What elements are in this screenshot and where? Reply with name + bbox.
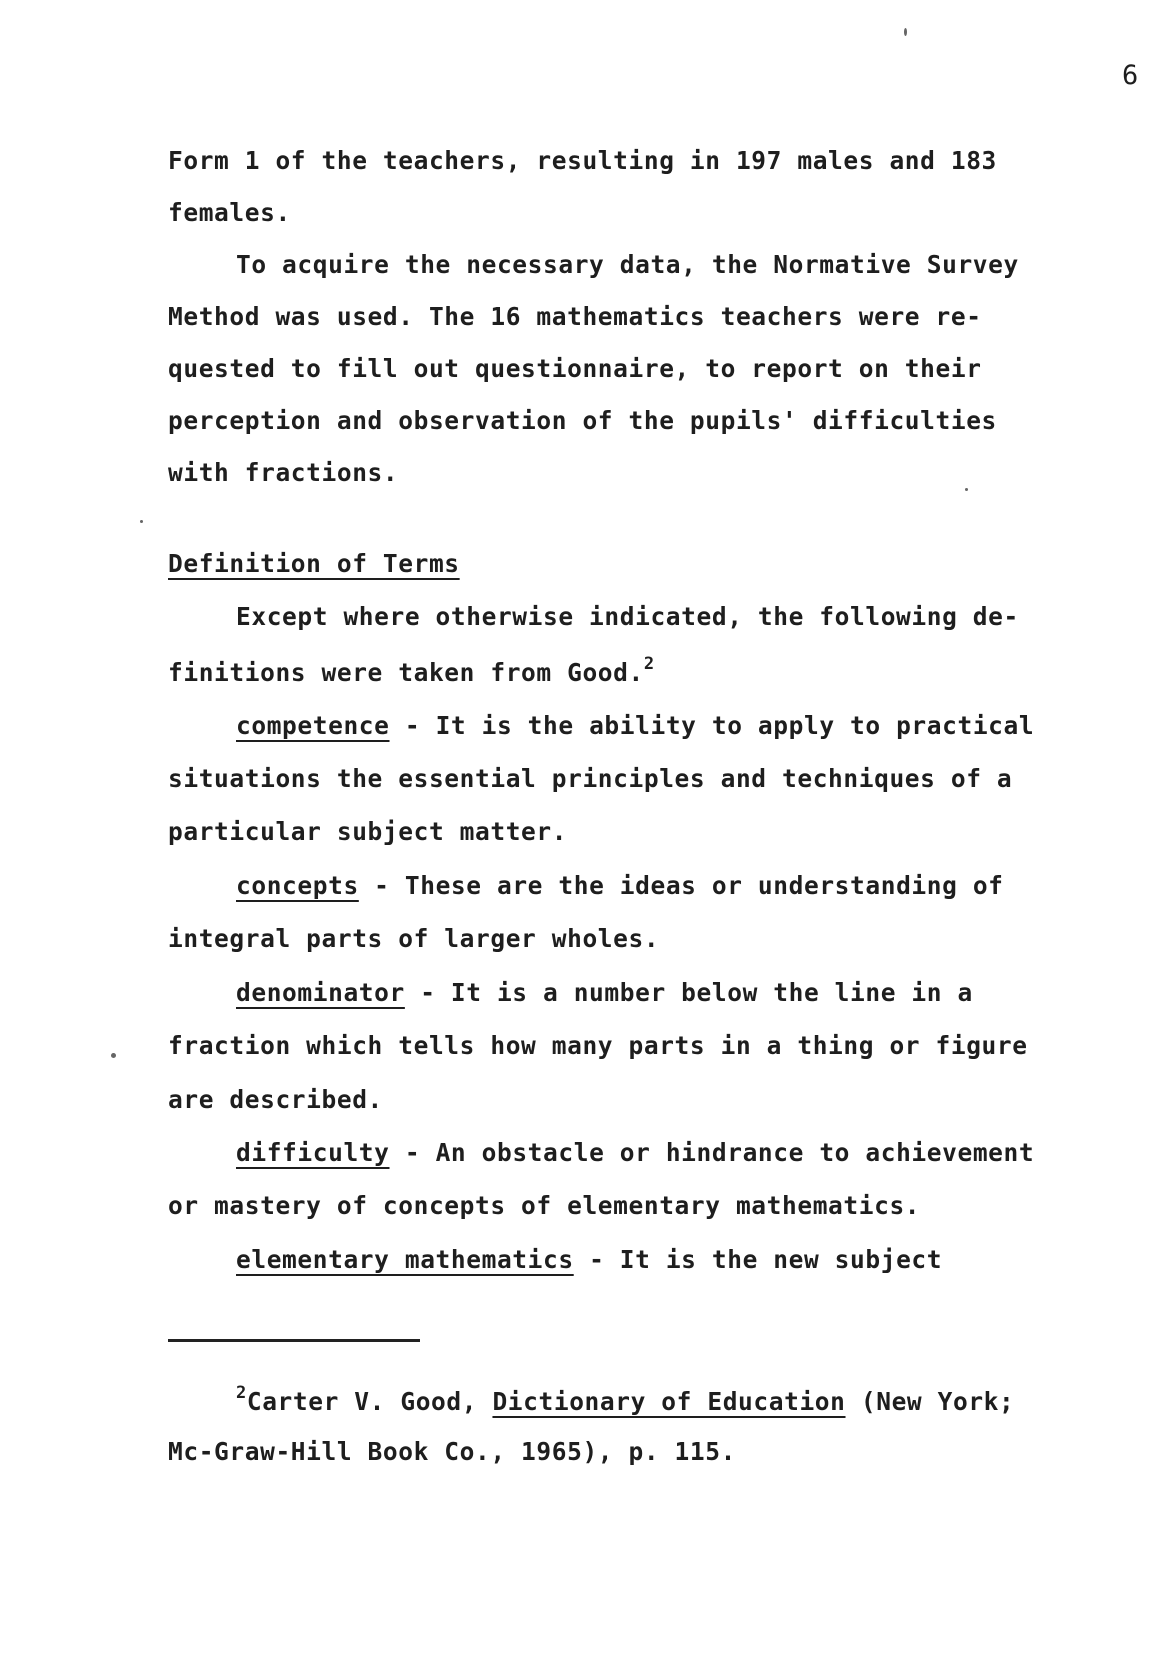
term-line [236,1245,942,1274]
term-line [236,871,1004,900]
body-line: To acquire the necessary data, the Normative Survey [236,250,1019,279]
body-line: females. [168,198,291,227]
scan-speck [140,520,143,523]
footnote-reference: 2 [643,654,655,674]
body-line: Except where otherwise indicated, the following de- [236,602,1019,631]
intro-text: finitions were taken from Good. [168,658,644,687]
term-definition: - These are the ideas or understanding of [358,871,1004,900]
term-name: denominator [236,978,405,1007]
footnote-line [236,1383,1014,1416]
term-definition: - An obstacle or hindrance to achievement [389,1138,1035,1167]
scan-speck [111,1053,116,1058]
term-definition: - It is the new subject [573,1245,943,1274]
term-name: difficulty [236,1138,390,1167]
body-line: particular subject matter. [168,817,568,846]
body-line: Method was used. The 16 mathematics teachers were re- [168,302,982,331]
footnote-title: Dictionary of Education [492,1387,846,1416]
body-line: perception and observation of the pupils' difficulties [168,406,997,435]
term-line [236,1138,1034,1167]
body-line: are described. [168,1085,383,1114]
term-definition: - It is the ability to apply to practical [389,711,1035,740]
body-line [168,654,655,687]
term-line [236,978,973,1007]
body-line: situations the essential principles and techniques of a [168,764,1013,793]
body-line: integral parts of larger wholes. [168,924,660,953]
body-line: quested to fill out questionnaire, to report on their [168,354,982,383]
term-name: competence [236,711,390,740]
scan-speck [904,28,907,36]
term-name: elementary mathematics [236,1245,574,1274]
footnote-author: Carter V. Good, [246,1387,493,1416]
term-line [236,711,1034,740]
section-heading: Definition of Terms [168,549,460,578]
footnote-separator [168,1339,420,1342]
footnote-line: Mc-Graw-Hill Book Co., 1965), p. 115. [168,1437,736,1466]
body-line: or mastery of concepts of elementary mathematics. [168,1191,921,1220]
term-name: concepts [236,871,359,900]
scan-speck [965,488,968,491]
page-number: 6 [1122,60,1139,91]
term-definition: - It is a number below the line in a [404,978,973,1007]
body-line: with fractions. [168,458,399,487]
footnote-marker: 2 [236,1383,247,1403]
footnote-publisher: (New York; [845,1387,1015,1416]
body-line: Form 1 of the teachers, resulting in 197 males and 183 [168,146,997,175]
body-line: fraction which tells how many parts in a thing or figure [168,1031,1028,1060]
